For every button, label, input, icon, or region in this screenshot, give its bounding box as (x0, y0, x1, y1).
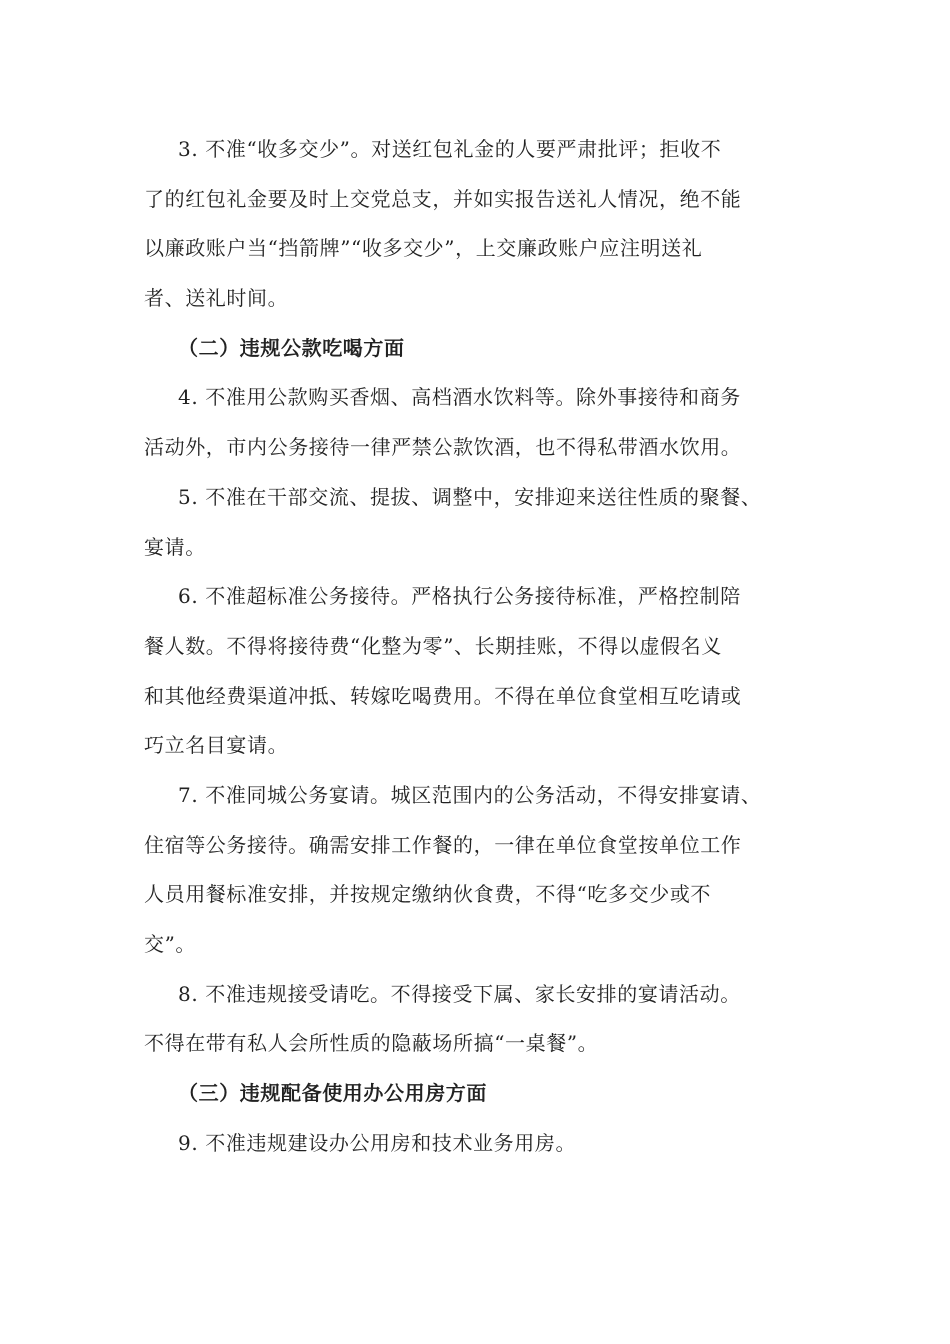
paragraph-line: 6. 不准超标准公务接待。严格执行公务接待标准，严格控制陪 (178, 584, 741, 609)
paragraph-line: 了的红包礼金要及时上交党总支，并如实报告送礼人情况，绝不能 (144, 186, 742, 211)
paragraph-line: 人员用餐标准安排，并按规定缴纳伙食费，不得“吃多交少或不 (144, 882, 712, 907)
paragraph-line: 以廉政账户当“挡箭牌”“收多交少”，上交廉政账户应注明送礼 (144, 236, 703, 261)
paragraph-line: 巧立名目宴请。 (144, 733, 289, 758)
paragraph-line: 3. 不准“收多交少”。对送红包礼金的人要严肃批评；拒收不 (178, 137, 722, 161)
paragraph-line: 5. 不准在干部交流、提拔、调整中，安排迎来送往性质的聚餐、 (178, 484, 762, 509)
paragraph-line: 不得在带有私人会所性质的隐蔽场所搞“一桌餐”。 (144, 1031, 599, 1056)
paragraph-line: 活动外，市内公务接待一律严禁公款饮酒，也不得私带酒水饮用。 (144, 435, 742, 460)
paragraph-line: 7. 不准同城公务宴请。城区范围内的公务活动，不得安排宴请、 (178, 782, 762, 807)
paragraph-line: 和其他经费渠道冲抵、转嫁吃喝费用。不得在单位食堂相互吃请或 (144, 683, 742, 708)
paragraph-line: 8. 不准违规接受请吃。不得接受下属、家长安排的宴请活动。 (178, 981, 741, 1006)
paragraph-line: 交”。 (144, 932, 197, 956)
paragraph-line: 餐人数。不得将接待费“化整为零”、长期挂账，不得以虚假名义 (144, 633, 722, 658)
paragraph-line: 4. 不准用公款购买香烟、高档酒水饮料等。除外事接待和商务 (178, 385, 741, 410)
document-body (144, 125, 812, 1168)
paragraph-line: 者、送礼时间。 (144, 286, 289, 311)
section-heading: （二）违规公款吃喝方面 (178, 335, 405, 360)
paragraph-line: 住宿等公务接待。确需安排工作餐的，一律在单位食堂按单位工作 (144, 832, 742, 857)
paragraph-line: 宴请。 (144, 534, 206, 559)
paragraph-line: 9. 不准违规建设办公用房和技术业务用房。 (178, 1130, 577, 1155)
section-heading: （三）违规配备使用办公用房方面 (178, 1081, 487, 1106)
